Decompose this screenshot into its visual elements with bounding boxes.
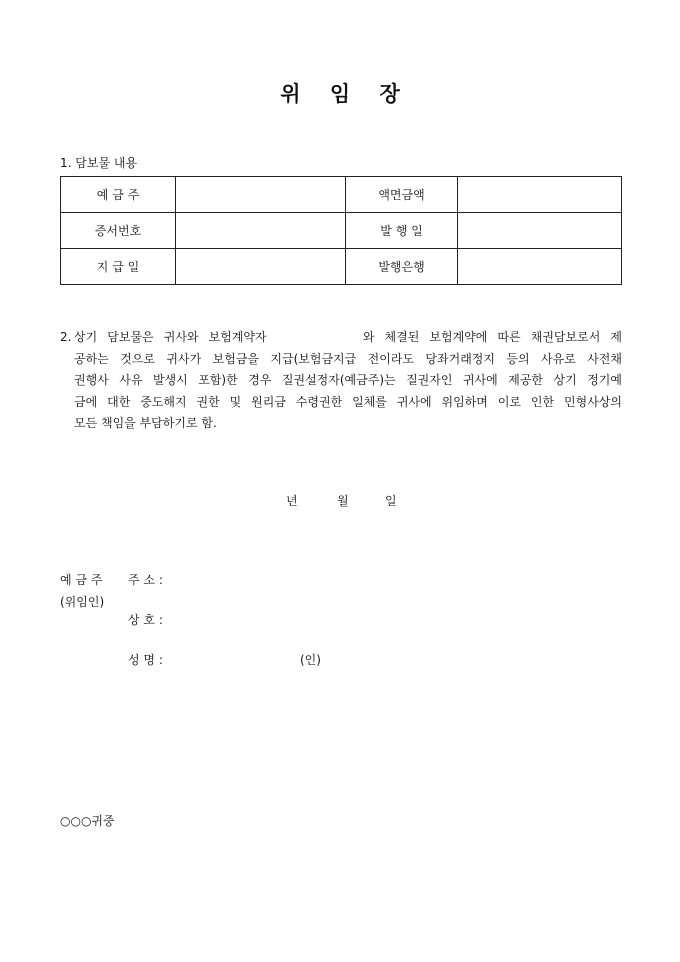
section-1-heading: 1. 담보물 내용 — [60, 156, 138, 170]
table-row — [61, 177, 622, 213]
label-issue-date: 발 행 일 — [346, 213, 458, 249]
label-issuing-bank: 발행은행 — [346, 249, 458, 285]
paragraph-line-part: 와 체결된 보험계약에 따른 채권담보로서 제 — [362, 330, 622, 344]
table-row — [61, 249, 622, 285]
paragraph-line: 공하는 것으로 귀사가 보험금을 지급(보험금지급 전이라도 당좌거래정지 등의 사유로 사전채 — [74, 351, 622, 366]
table-row — [61, 213, 622, 249]
name-label: 성 명 : — [128, 653, 163, 667]
collateral-table — [60, 176, 622, 285]
document-title: 위 임 장 — [280, 81, 400, 106]
date-year: 년 — [286, 494, 298, 508]
paragraph-line: 권행사 사유 발생시 포함)한 경우 질권설정자(예금주)는 질권자인 귀사에 제공한 상기 정기예 — [74, 373, 622, 387]
paragraph-line — [74, 327, 622, 349]
value-issue-date[interactable] — [458, 213, 622, 249]
paragraph-line: 모든 책임을 부담하기로 함. — [74, 416, 217, 430]
label-certificate-number: 증서번호 — [61, 213, 176, 249]
paragraph-line: 금에 대한 중도해지 권한 및 원리금 수령권한 일체를 귀사에 위임하며 이로 인한 민형사상의 — [74, 394, 622, 409]
section-2-paragraph — [60, 327, 622, 435]
date-day: 일 — [385, 494, 397, 508]
company-label: 상 호 : — [128, 613, 163, 627]
paragraph-line-part: 상기 담보물은 귀사와 보험계약자 — [74, 330, 267, 344]
value-payment-date[interactable] — [176, 249, 346, 285]
label-depositor: 예 금 주 — [61, 177, 176, 213]
value-depositor[interactable] — [176, 177, 346, 213]
value-face-amount[interactable] — [458, 177, 622, 213]
value-certificate-number[interactable] — [176, 213, 346, 249]
honorific-recipient: ○○○귀중 — [60, 814, 115, 828]
label-payment-date: 지 급 일 — [61, 249, 176, 285]
seal-mark: (인) — [300, 653, 321, 667]
label-face-amount: 액면금액 — [346, 177, 458, 213]
address-label: 주 소 : — [128, 573, 163, 587]
signer-role-sub: (위임인) — [60, 595, 105, 609]
value-issuing-bank[interactable] — [458, 249, 622, 285]
date-month: 월 — [337, 494, 349, 508]
section-2-number: 2. — [60, 330, 72, 344]
signer-role: 예 금 주 — [60, 573, 103, 587]
